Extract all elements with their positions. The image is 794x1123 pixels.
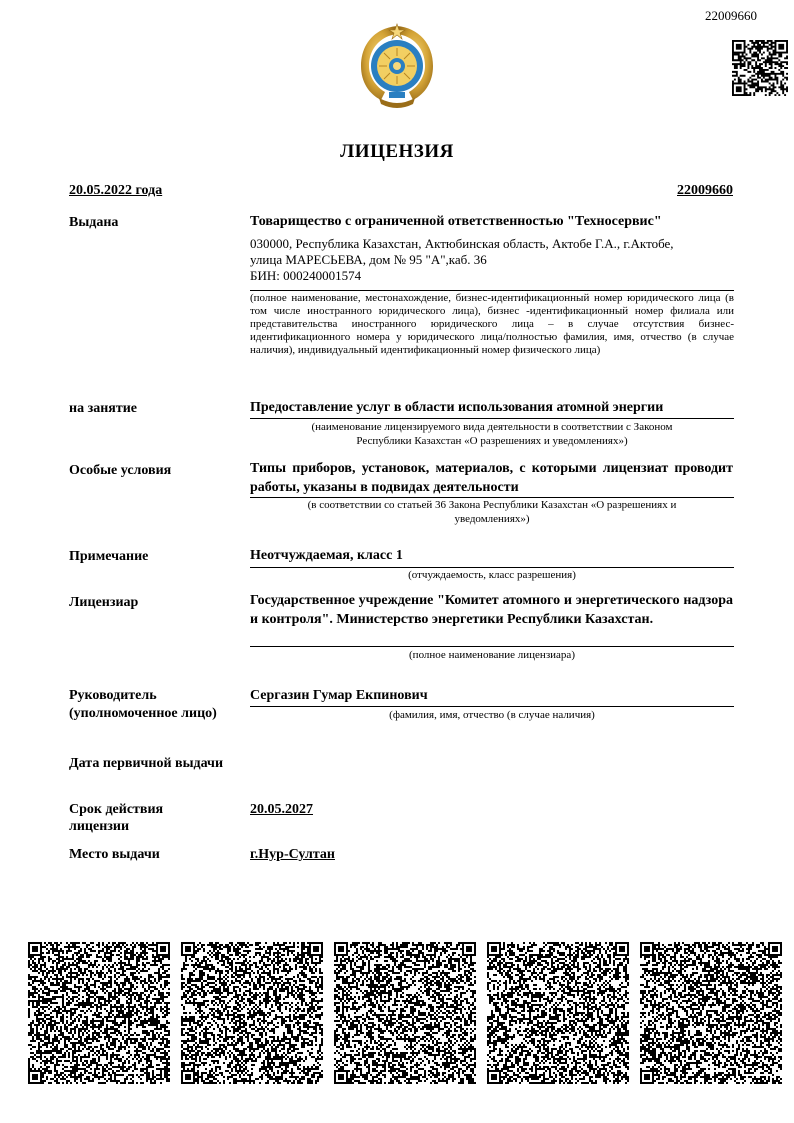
first-issue-label: Дата первичной выдачи — [69, 756, 224, 771]
note-value: Неотчуждаемая, класс 1 — [250, 548, 403, 563]
qr-code-icon — [181, 942, 323, 1084]
special-conditions-value: Типы приборов, установок, материалов, с которыми лицензиат проводит работы, указаны в подвидах деятельности — [250, 461, 733, 495]
divider — [250, 418, 734, 419]
licensee-address-line2: улица МАРЕСЬЕВА, дом № 95 "А",каб. 36 — [250, 252, 487, 267]
divider — [250, 497, 734, 498]
divider — [250, 646, 734, 647]
head-value: Сергазин Гумар Екпинович — [250, 688, 428, 703]
head-label-line1: Руководитель — [69, 688, 157, 703]
note-hint: (отчуждаемость, класс разрешения) — [408, 569, 576, 581]
validity-value: 20.05.2027 — [250, 802, 313, 817]
document-number-top: 22009660 — [705, 8, 757, 23]
license-number: 22009660 — [677, 183, 733, 198]
divider — [250, 567, 734, 568]
head-hint: (фамилия, имя, отчество (в случае наличия) — [389, 709, 595, 721]
qr-code-icon — [732, 40, 788, 96]
qr-code-icon — [487, 942, 629, 1084]
licensee-bin: БИН: 000240001574 — [250, 268, 362, 283]
licensor-value: Государственное учреждение "Комитет атомного и энергетического надзора и контроля". Министерство энергетики Республики Казахстан. — [250, 593, 733, 627]
validity-label-line2: лицензии — [69, 819, 130, 834]
activity-value: Предоставление услуг в области использования атомной энергии — [250, 400, 664, 415]
activity-hint-line2: Республики Казахстан «О разрешениях и уведомлениях») — [356, 435, 628, 447]
special-conditions-hint-line1: (в соответствии со статьей 36 Закона Республики Казахстан «О разрешениях и — [307, 499, 677, 511]
head-label-line2: (уполномоченное лицо) — [69, 706, 217, 721]
activity-hint-line1: (наименование лицензируемого вида деятельности в соответствии с Законом — [311, 421, 673, 433]
issued-to-hint: (полное наименование, местонахождение, бизнес-идентификационный номер юридического лица (в том числе иностранного юридического лица), бизнес -идентификационный номер филиала или представительства иностранного юридического лица – в случае отсутствия бизнес-идентификационного номера у юридического лица/полностью фамилия, имя, отчество (в случае наличия), индивидуальный идентификационный номер физического лица) — [250, 292, 734, 356]
qr-code-icon — [334, 942, 476, 1084]
place-value: г.Нур-Султан — [250, 847, 335, 862]
validity-label-line1: Срок действия — [69, 802, 164, 817]
qr-code-icon — [28, 942, 170, 1084]
divider — [250, 290, 734, 291]
activity-label: на занятие — [69, 401, 137, 416]
qr-code-icon — [640, 942, 782, 1084]
document-title: ЛИЦЕНЗИЯ — [340, 141, 454, 162]
special-conditions-label: Особые условия — [69, 463, 172, 478]
qr-code-strip — [28, 942, 784, 1086]
licensor-label: Лицензиар — [69, 595, 139, 610]
licensee-address-line1: 030000, Республика Казахстан, Актюбинская область, Актобе Г.А., г.Актобе, — [250, 236, 674, 251]
note-label: Примечание — [69, 549, 149, 564]
licensor-hint: (полное наименование лицензиара) — [409, 649, 575, 661]
licensee-name: Товарищество с ограниченной ответственностью "Техносервис" — [250, 214, 662, 229]
place-label: Место выдачи — [69, 847, 160, 862]
issue-date: 20.05.2022 года — [69, 183, 163, 198]
divider — [250, 706, 734, 707]
special-conditions-hint-line2: уведомлениях») — [454, 513, 530, 525]
state-emblem-icon — [355, 22, 439, 108]
issued-to-label: Выдана — [69, 215, 119, 230]
